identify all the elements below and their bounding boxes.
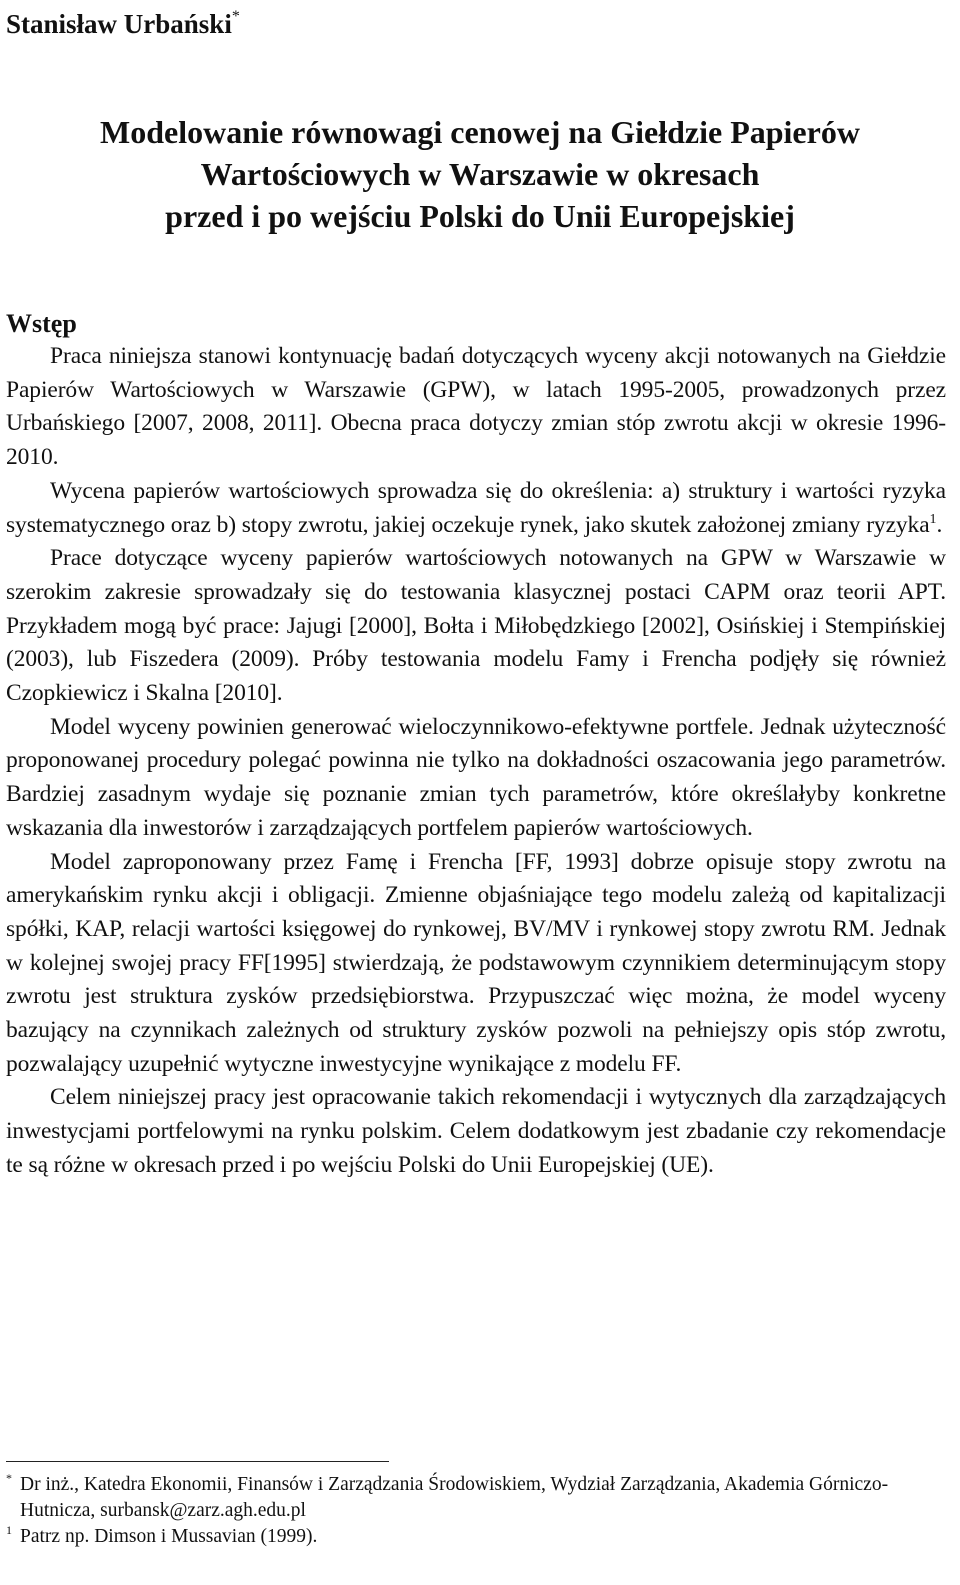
author-name-text: Stanisław Urbański: [6, 9, 232, 39]
paragraph: Model zaproponowany przez Famę i Frencha [FF, 1993] dobrze opisuje stopy zwrotu na amerykańskim rynku akcji i obligacji. Zmienne objaśniające tego modelu zależą od kapitalizacji spółki, KAP, relacji wartości księgowej do rynkowej, BV/MV i rynkowej stopy zwrotu RM. Jednak w kolejnej swojej pracy FF[1995] stwierdzają, że podstawowym czynnikiem determinującym stopy zwrotu jest struktura zysków przedsiębiorstwa. Przypuszczać więc można, że model wyceny bazujący na czynnikach zależnych od struktury zysków pozwoli na pełniejszy opis stóp zwrotu, pozwalający uzupełnić wytyczne inwestycyjne wynikające z modelu FF.: [6, 848, 946, 1077]
paragraph-text: Wycena papierów wartościowych sprowadza się do określenia: a) struktury i wartości ryzyka systematycznego oraz b) stopy zwrotu, jakiej oczekuje rynek, jako skutek założonej zmiany ryzyka: [6, 477, 946, 538]
paragraph-text-end: .: [936, 511, 943, 538]
paragraph: Celem niniejszej pracy jest opracowanie takich rekomendacji i wytycznych dla zarządzających inwestycjami portfelowymi na rynku polskim. Celem dodatkowym jest zbadanie czy rekomendacje te są różne w okresach przed i po wejściu Polski do Unii Europejskiej (UE).: [6, 1084, 946, 1178]
paragraph: Model wyceny powinien generować wieloczynnikowo-efektywne portfele. Jednak użyteczność proponowanej procedury polegać powinna nie tylko na dokładności oszacowania jego parametrów. Bardziej zasadnym wydaje się poznanie zmian tych parametrów, które określałyby konkretne wskazania dla inwestorów i zarządzających portfelem papierów wartościowych.: [6, 713, 946, 841]
footnote-1: $^1$ Patrz np. Dimson i Mussavian (1999).: [6, 1523, 318, 1547]
footnote-author: * Dr inż., Katedra Ekonomii, Finansów i Zarządzania Środowiskiem, Wydział Zarządzania, Akademia Górniczo-Hutnicza, surbansk@zarz.agh.edu.pl: [6, 1471, 889, 1521]
author-footnote-marker: *: [231, 8, 240, 25]
body-text: [6, 340, 946, 1183]
paragraph: [6, 475, 946, 542]
author-name: [6, 4, 240, 44]
footnote-ref: 1: [929, 511, 937, 527]
footnote-text: Patrz np. Dimson i Mussavian (1999).: [20, 1526, 318, 1547]
paragraph: Praca niniejsza stanowi kontynuację badań dotyczących wyceny akcji notowanych na Giełdzie Papierów Wartościowych w Warszawie (GPW), w latach 1995-2005, prowadzonych przez Urbańskiego [2007, 2008, 2011]. Obecna praca dotyczy zmian stóp zwrotu akcji w okresie 1996-2010.: [6, 343, 946, 471]
paper-title: [0, 111, 960, 237]
footnotes: [6, 1472, 926, 1550]
title-line: przed i po wejściu Polski do Unii Europejskiej: [165, 198, 795, 234]
footnote-text: Dr inż., Katedra Ekonomii, Finansów i Zarządzania Środowiskiem, Wydział Zarządzania, Akademia Górniczo-Hutnicza, surbansk@zarz.agh.edu.pl: [20, 1474, 889, 1521]
title-line: Modelowanie równowagi cenowej na Giełdzie Papierów: [100, 114, 860, 150]
footnote-divider: [6, 1461, 389, 1462]
paragraph: Prace dotyczące wyceny papierów wartościowych notowanych na GPW w Warszawie w szerokim zakresie sprowadzały się do testowania klasycznej postaci CAPM oraz teorii APT. Przykładem mogą być prace: Jajugi [2000], Bołta i Miłobędzkiego [2002], Osińskiej i Stempińskiej (2003), lub Fiszedera (2009). Próby testowania modelu Famy i Frencha podjęły się również Czopkiewicz i Skalna [2010].: [6, 545, 946, 707]
section-heading: Wstęp: [6, 309, 77, 338]
title-line: Wartościowych w Warszawie w okresach: [200, 156, 760, 192]
